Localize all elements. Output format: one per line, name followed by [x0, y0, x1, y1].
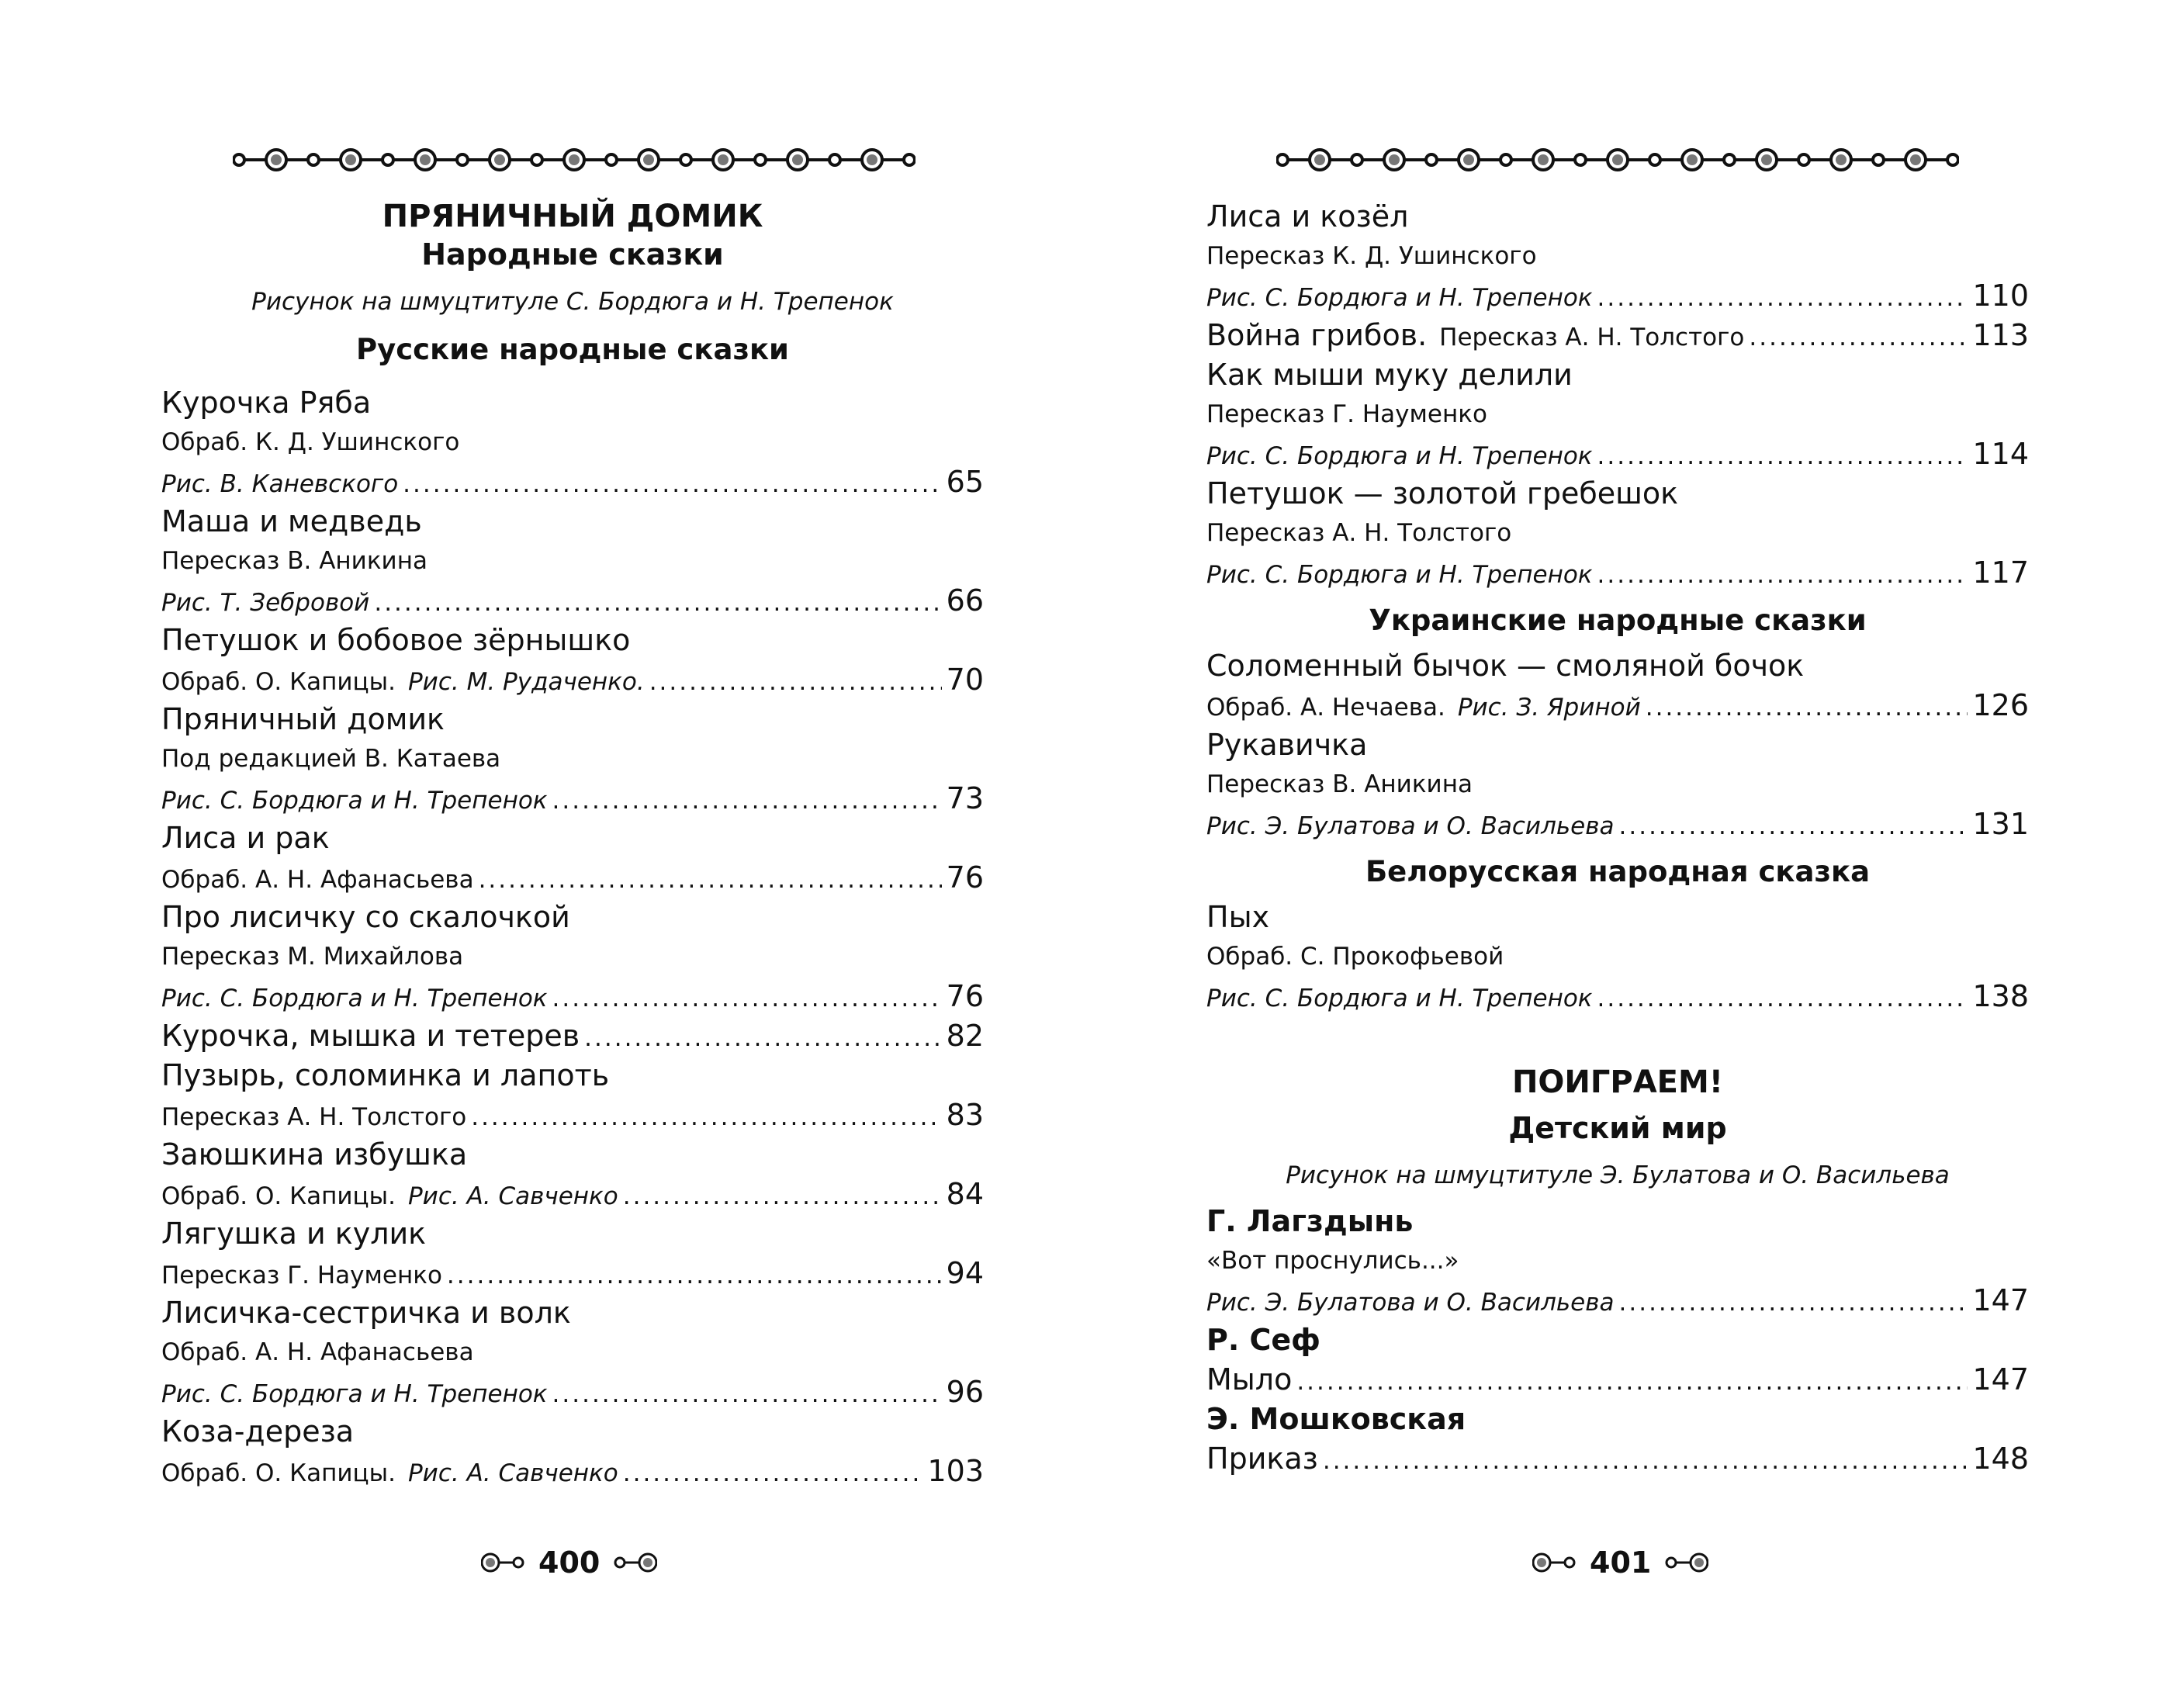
ornament-dot-center — [1910, 154, 1921, 165]
section-heading: Украинские народные сказки — [1369, 604, 1867, 637]
toc-entry — [1206, 686, 2029, 725]
toc-entry — [161, 462, 984, 502]
ornament-dot — [680, 154, 691, 165]
story-title: Петушок — золотой гребешок — [1206, 476, 1679, 511]
section-heading: Русские народные сказки — [356, 333, 789, 366]
left-page — [161, 0, 984, 1696]
page-ref: 66 — [946, 583, 984, 618]
page-ref: 147 — [1972, 1283, 2029, 1317]
retelling-note: Обраб. О. Капицы. — [161, 1182, 396, 1210]
entry-credit: Пересказ А. Н. Толстого — [161, 1103, 467, 1131]
dot-leader — [1597, 556, 1968, 595]
dot-leader — [552, 1375, 942, 1414]
retelling-note: Пересказ Г. Науменко — [1206, 400, 1487, 428]
page-ref: 110 — [1972, 279, 2029, 313]
toc-entry — [1206, 977, 2029, 1016]
story-title: Заюшкина избушка — [161, 1137, 468, 1172]
retelling-note: Обраб. О. Капицы. — [161, 1459, 396, 1487]
page-ref: 138 — [1972, 979, 2029, 1013]
section-heading: Белорусская народная сказка — [1365, 855, 1871, 888]
ornament-dot-center — [1687, 154, 1698, 165]
page-ref: 117 — [1972, 556, 2029, 590]
story-title: Пузырь, соломинка и лапоть — [161, 1058, 610, 1092]
ornament-dot — [1798, 154, 1809, 165]
illustrator-credit: Рис. З. Яриной — [1457, 694, 1641, 722]
story-title: Петушок и бобовое зёрнышко — [161, 623, 631, 657]
toc-entry — [161, 1016, 984, 1056]
page-ref: 126 — [1972, 688, 2029, 722]
page-ref: 83 — [946, 1098, 984, 1132]
entry-credit: Пересказ Г. Науменко — [161, 1262, 442, 1289]
page-footer — [481, 1545, 657, 1580]
dot-leader — [1597, 279, 1968, 318]
right-page — [1206, 0, 2029, 1696]
page-ref: 131 — [1972, 807, 2029, 841]
story-title: Лягушка и кулик — [161, 1217, 427, 1251]
story-title: Лисичка-сестричка и волк — [161, 1296, 571, 1330]
ornament-dot — [1277, 154, 1288, 165]
entry-credit — [161, 1454, 618, 1494]
ornament-dot — [1873, 154, 1884, 165]
footer-ornament-left — [1532, 1551, 1579, 1574]
ornament-dot-center — [643, 154, 654, 165]
page-ref: 114 — [1972, 437, 2029, 471]
ornament-dot-center — [1463, 154, 1474, 165]
story-title: Курочка Ряба — [161, 386, 372, 420]
retelling-note: Пересказ В. Аникина — [1206, 770, 1473, 798]
toc-entry — [1206, 1439, 2029, 1479]
page-ref: 70 — [946, 663, 984, 697]
ornament-dot-center — [1389, 154, 1400, 165]
dot-leader — [623, 1454, 923, 1494]
illustrator-credit: Рис. А. Савченко — [407, 1459, 618, 1487]
entry-credit: Рис. С. Бордюга и Н. Трепенок — [1206, 442, 1593, 470]
ornament-dot-center — [792, 154, 803, 165]
dotted-ornament — [1276, 144, 1959, 175]
entry-credit: Рис. В. Каневского — [161, 470, 399, 498]
toc-right — [1206, 197, 2029, 1479]
entry-credit: Рис. С. Бордюга и Н. Трепенок — [1206, 985, 1593, 1012]
retelling-note: Обраб. С. Прокофьевой — [1206, 943, 1504, 971]
dot-leader — [479, 860, 942, 900]
retelling-note: Обраб. А. Нечаева. — [1206, 694, 1445, 722]
ornament-dot — [1575, 154, 1586, 165]
entry-list — [1206, 646, 2029, 844]
entry-credit — [1206, 688, 1641, 728]
dot-leader — [471, 1098, 941, 1137]
retelling-note: Пересказ К. Д. Ушинского — [1206, 242, 1537, 270]
ornament-dot — [382, 154, 393, 165]
footer-ornament-right — [1662, 1551, 1708, 1574]
ornament-dot-center — [494, 154, 505, 165]
retelling-note: «Вот проснулись...» — [1206, 1247, 1459, 1275]
ornament-dot — [234, 154, 244, 165]
story-title: Война грибов. — [1206, 318, 1428, 352]
dotted-ornament — [233, 144, 915, 175]
toc-entry — [1206, 434, 2029, 474]
toc-entry — [161, 1175, 984, 1214]
entry-credit: Рис. С. Бордюга и Н. Трепенок — [1206, 284, 1593, 312]
story-title: Мыло — [1206, 1362, 1293, 1397]
ornament-dot-center — [1612, 154, 1623, 165]
page-ref: 73 — [946, 781, 984, 815]
ornament-dot-center — [867, 154, 877, 165]
toc-entry — [161, 1372, 984, 1412]
dot-leader — [1749, 318, 1968, 358]
part-subtitle: Детский мир — [1508, 1111, 1727, 1145]
toc-entry — [161, 581, 984, 621]
story-title: Пых — [1206, 900, 1270, 934]
retelling-note: Под редакцией В. Катаева — [161, 745, 501, 773]
dot-leader — [1597, 979, 1968, 1019]
page-ref: 84 — [946, 1177, 984, 1211]
dot-leader — [649, 663, 942, 702]
ornament-dot-center — [345, 154, 356, 165]
author-name: Р. Сеф — [1206, 1323, 1320, 1357]
toc-entry — [1206, 316, 2029, 355]
entry-list — [1206, 197, 2029, 593]
retelling-note: Пересказ А. Н. Толстого — [1206, 519, 1512, 547]
toc-entry — [161, 779, 984, 819]
ornament-dot — [829, 154, 840, 165]
story-title: Как мыши муку делили — [1206, 358, 1573, 392]
entry-credit: Рис. Т. Зебровой — [161, 589, 370, 617]
story-title: Приказ — [1206, 1442, 1318, 1476]
ornament-dot-center — [420, 154, 431, 165]
story-title: Лиса и рак — [161, 821, 330, 855]
entry-credit — [161, 1177, 618, 1217]
dot-leader — [623, 1177, 942, 1217]
toc-entry — [1206, 553, 2029, 593]
ornament-dot — [1352, 154, 1362, 165]
ornament-dot-center — [718, 154, 729, 165]
entry-credit: Рис. С. Бордюга и Н. Трепенок — [161, 985, 548, 1012]
dot-leader — [1597, 437, 1968, 476]
dot-leader — [374, 583, 941, 623]
dot-leader — [552, 781, 942, 821]
page-ref: 147 — [1972, 1362, 2029, 1397]
ornament-dot — [1947, 154, 1958, 165]
ornament-dot — [1426, 154, 1437, 165]
story-title: Курочка, мышка и тетерев — [161, 1019, 580, 1053]
toc-entry — [1206, 1360, 2029, 1400]
story-title: Рукавичка — [1206, 728, 1368, 762]
dot-leader — [403, 465, 941, 504]
ornament-dot-center — [1538, 154, 1549, 165]
illustrator-credit: Рис. М. Рудаченко. — [407, 668, 645, 696]
page-number: 401 — [1590, 1545, 1652, 1580]
ornament-dot-center — [569, 154, 580, 165]
dot-leader — [552, 979, 942, 1019]
page-ref: 94 — [946, 1256, 984, 1290]
story-title: Соломенный бычок — смоляной бочок — [1206, 649, 1805, 683]
entry-credit: Рис. Э. Булатова и О. Васильева — [1206, 1289, 1615, 1317]
story-title: Лиса и козёл — [1206, 199, 1409, 234]
ornament-dot-center — [271, 154, 282, 165]
toc-entry — [161, 858, 984, 898]
part-subtitle: Народные сказки — [421, 237, 724, 272]
retelling-note: Обраб. О. Капицы. — [161, 668, 396, 696]
entry-credit: Рис. Э. Булатова и О. Васильева — [1206, 812, 1615, 840]
story-title: Маша и медведь — [161, 504, 422, 538]
page-ref: 65 — [946, 465, 984, 499]
page-number: 400 — [538, 1545, 601, 1580]
toc-entry — [1206, 276, 2029, 316]
footer-ornament-right — [611, 1551, 657, 1574]
story-title: Про лисичку со скалочкой — [161, 900, 570, 934]
retelling-note: Пересказ А. Н. Толстого — [1439, 324, 1745, 351]
author-name: Г. Лагздынь — [1206, 1204, 1414, 1238]
toc-entry — [1206, 1281, 2029, 1320]
entry-credit — [161, 663, 645, 702]
illustrator-credit: Рис. А. Савченко — [407, 1182, 618, 1210]
dot-leader — [1323, 1442, 1968, 1481]
toc-left — [161, 197, 984, 1491]
footer-ornament-left — [481, 1551, 528, 1574]
page-ref: 96 — [946, 1375, 984, 1409]
ornament-dot — [531, 154, 542, 165]
dot-leader — [1619, 807, 1968, 846]
page-ref: 148 — [1972, 1442, 2029, 1476]
page-ref: 76 — [946, 860, 984, 895]
toc-entry — [161, 1254, 984, 1293]
page-ref: 103 — [927, 1454, 984, 1488]
dot-leader — [1619, 1283, 1968, 1323]
dot-leader — [1296, 1362, 1968, 1402]
dot-leader — [447, 1256, 942, 1296]
retelling-note: Обраб. А. Н. Афанасьева — [161, 1338, 474, 1366]
entry-credit: Обраб. А. Н. Афанасьева — [161, 866, 474, 894]
ornament-dot — [904, 154, 915, 165]
entry-credit — [1206, 316, 1744, 361]
entry-list — [161, 383, 984, 1491]
entry-credit: Рис. С. Бордюга и Н. Трепенок — [161, 1380, 548, 1408]
entry-credit: Рис. С. Бордюга и Н. Трепенок — [1206, 561, 1593, 589]
part-title: ПРЯНИЧНЫЙ ДОМИК — [382, 199, 763, 234]
part-title: ПОИГРАЕМ! — [1511, 1064, 1724, 1100]
page-ref: 113 — [1972, 318, 2029, 352]
toc-entry — [161, 1095, 984, 1135]
retelling-note: Пересказ В. Аникина — [161, 547, 427, 575]
page-ref: 82 — [946, 1019, 984, 1053]
toc-entry — [161, 977, 984, 1016]
ornament-dot — [1500, 154, 1511, 165]
story-title: Пряничный домик — [161, 702, 445, 736]
entry-list — [1206, 1202, 2029, 1479]
toc-entry — [1206, 805, 2029, 844]
page-footer — [1532, 1545, 1708, 1580]
ornament-dot — [457, 154, 468, 165]
toc-entry — [161, 1452, 984, 1491]
ornament-dot — [755, 154, 766, 165]
ornament-dot-center — [1314, 154, 1325, 165]
ornament-dot — [606, 154, 617, 165]
ornament-dot — [308, 154, 319, 165]
story-title: Коза-дереза — [161, 1414, 355, 1449]
retelling-note: Пересказ М. Михайлова — [161, 943, 464, 971]
dot-leader — [1646, 688, 1968, 728]
ornament-dot — [1649, 154, 1660, 165]
entry-list — [1206, 898, 2029, 1016]
ornament-dot-center — [1761, 154, 1772, 165]
toc-entry — [161, 660, 984, 700]
dot-leader — [584, 1019, 941, 1058]
page-ref: 76 — [946, 979, 984, 1013]
illustration-credit: Рисунок на шмуцтитуле С. Бордюга и Н. Трепенок — [251, 288, 894, 316]
author-name: Э. Мошковская — [1206, 1402, 1466, 1436]
retelling-note: Обраб. К. Д. Ушинского — [161, 428, 460, 456]
ornament-dot-center — [1836, 154, 1847, 165]
ornament-dot — [1724, 154, 1735, 165]
illustration-credit: Рисунок на шмуцтитуле Э. Булатова и О. Васильева — [1286, 1161, 1950, 1189]
entry-credit: Рис. С. Бордюга и Н. Трепенок — [161, 787, 548, 815]
